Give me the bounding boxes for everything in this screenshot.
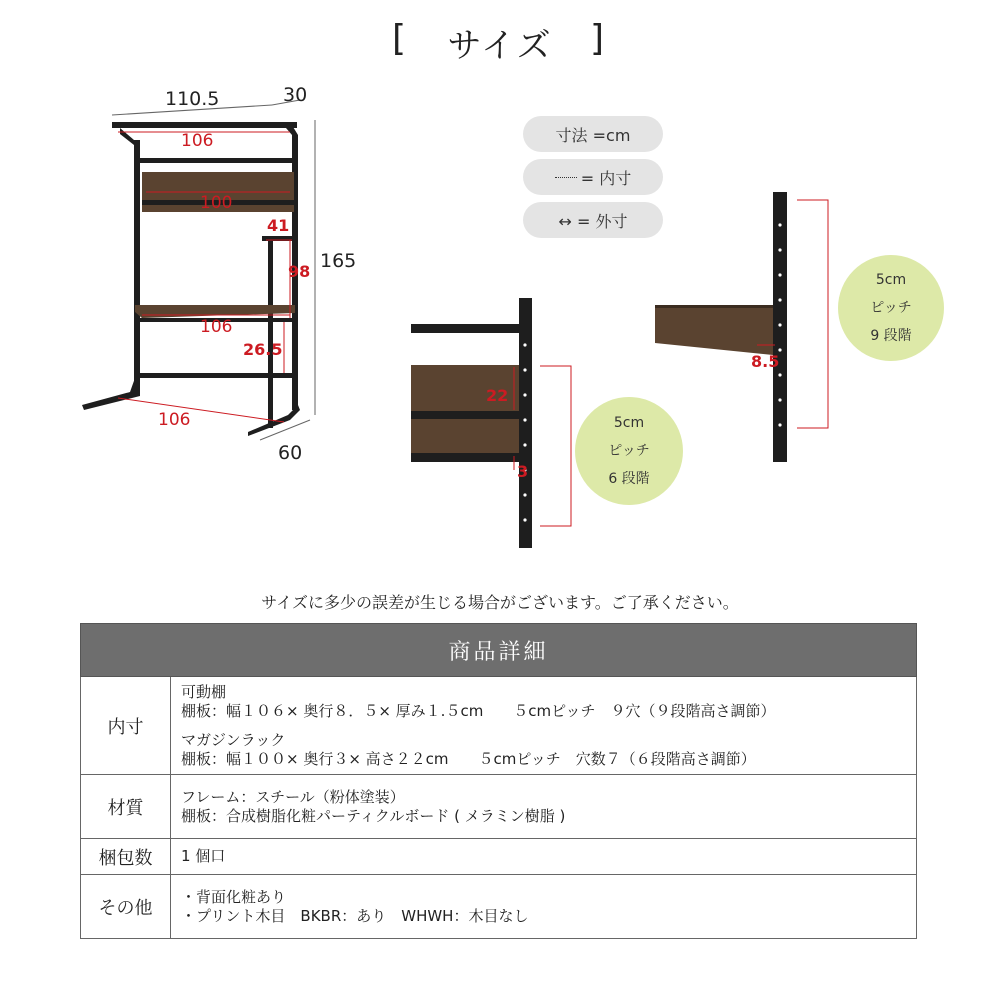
detail-board-bottom bbox=[411, 419, 519, 453]
detail-board-rail bbox=[411, 411, 519, 419]
pitch-badge-9 bbox=[838, 255, 944, 361]
row-other-line: ・プリント木目 BKBR：あり WHWH：木目なし bbox=[181, 906, 529, 925]
row-value-material bbox=[171, 775, 917, 839]
detail-right-post bbox=[773, 192, 787, 462]
detail-right-pitch-bracket bbox=[797, 200, 828, 428]
left-foot bbox=[82, 378, 140, 410]
legend-unit-text: 寸法 =cm bbox=[555, 125, 631, 145]
row-value-packages bbox=[171, 839, 917, 875]
legend-inner bbox=[523, 159, 663, 195]
row-label-packages: 梱包数 bbox=[81, 839, 171, 875]
dim-inner-top: 106 bbox=[181, 131, 214, 151]
right-rear-post bbox=[268, 238, 273, 428]
title-bracket-right: ] bbox=[590, 18, 607, 59]
pitch-badge-9-line2: ピッチ bbox=[870, 300, 912, 316]
detail-top-rail bbox=[411, 324, 521, 333]
left-post bbox=[120, 128, 140, 395]
title-bracket-left: [ bbox=[392, 18, 409, 59]
dim-outer-depth-top: 30 bbox=[283, 84, 308, 106]
size-notice: サイズに多少の誤差が生じる場合がございます。ご了承ください。 bbox=[261, 593, 739, 612]
detail-movable-shelf bbox=[650, 185, 840, 465]
dim-line-depth-bottom bbox=[260, 420, 310, 440]
detail-bottom-rail bbox=[411, 453, 519, 462]
row-inner-gap bbox=[181, 721, 906, 731]
dim-inner-41: 41 bbox=[267, 216, 290, 235]
table-header: 商品詳細 bbox=[81, 624, 917, 677]
detail-post bbox=[519, 298, 532, 548]
page-title bbox=[0, 18, 1000, 67]
upper-rail bbox=[140, 158, 295, 163]
row-material-line: フレーム：スチール（粉体塗装） bbox=[181, 787, 405, 806]
row-packages-line: 1 個口 bbox=[181, 847, 226, 865]
lower-rail bbox=[140, 373, 292, 378]
inner-bottom-line bbox=[118, 398, 284, 422]
pitch-badge-9-line3: 9 段階 bbox=[870, 328, 912, 344]
row-label-material: 材質 bbox=[81, 775, 171, 839]
dim-inner-bottom: 106 bbox=[158, 410, 191, 430]
detail-magazine-rack bbox=[405, 290, 585, 555]
legend-outer bbox=[523, 202, 663, 238]
row-label-other: その他 bbox=[81, 875, 171, 939]
detail-shelf-edge bbox=[655, 305, 773, 308]
product-detail-table bbox=[80, 623, 917, 939]
row-value-other bbox=[171, 875, 917, 939]
dim-outer-width: 110.5 bbox=[165, 88, 220, 110]
detail-shelf-board bbox=[655, 305, 773, 355]
dim-outer-depth-bottom: 60 bbox=[278, 442, 303, 464]
row-inner-line: マガジンラック bbox=[181, 730, 286, 749]
table-row bbox=[81, 677, 917, 775]
legend-unit bbox=[523, 116, 663, 152]
pitch-badge-9-line1: 5cm bbox=[875, 272, 907, 288]
dim-inner-98: 98 bbox=[288, 262, 311, 281]
pitch-badge-6-line3: 6 段階 bbox=[608, 471, 650, 487]
title-text: サイズ bbox=[447, 26, 553, 66]
table-row bbox=[81, 775, 917, 839]
table-row bbox=[81, 839, 917, 875]
product-diagram bbox=[60, 80, 390, 480]
dim-inner-magazine: 100 bbox=[200, 193, 233, 213]
row-material-line: 棚板：合成樹脂化粧パーティクルボード ( メラミン樹脂 ) bbox=[181, 806, 566, 825]
row-inner-line: 棚板：幅１０６× 奥行８．５× 厚み１.５cm ５cmピッチ ９穴（９段階高さ調節） bbox=[181, 701, 776, 720]
dim-detail-3: 3 bbox=[517, 462, 529, 481]
top-bar bbox=[112, 122, 297, 128]
row-other-line: ・背面化粧あり bbox=[181, 887, 287, 906]
table-row bbox=[81, 875, 917, 939]
inner-dim-line-icon bbox=[555, 177, 577, 178]
detail-pitch-bracket bbox=[540, 366, 571, 526]
dim-detail-8-5: 8.5 bbox=[751, 352, 780, 371]
row-inner-line: 棚板：幅１００× 奥行３× 高さ２２cm ５cmピッチ 穴数７（６段階高さ調節） bbox=[181, 749, 756, 768]
legend-inner-text: = 内寸 bbox=[580, 168, 632, 188]
dim-detail-22: 22 bbox=[486, 386, 509, 405]
row-label-inner: 内寸 bbox=[81, 677, 171, 775]
row-value-inner bbox=[171, 677, 917, 775]
pitch-badge-6-line1: 5cm bbox=[613, 415, 645, 431]
pitch-badge-6-line2: ピッチ bbox=[608, 443, 650, 459]
dim-outer-height: 165 bbox=[320, 250, 357, 272]
dim-inner-26-5: 26.5 bbox=[243, 340, 283, 359]
dim-inner-desk: 106 bbox=[200, 317, 233, 337]
legend-outer-text: ↔ = 外寸 bbox=[558, 211, 628, 231]
row-inner-line: 可動棚 bbox=[181, 682, 227, 701]
